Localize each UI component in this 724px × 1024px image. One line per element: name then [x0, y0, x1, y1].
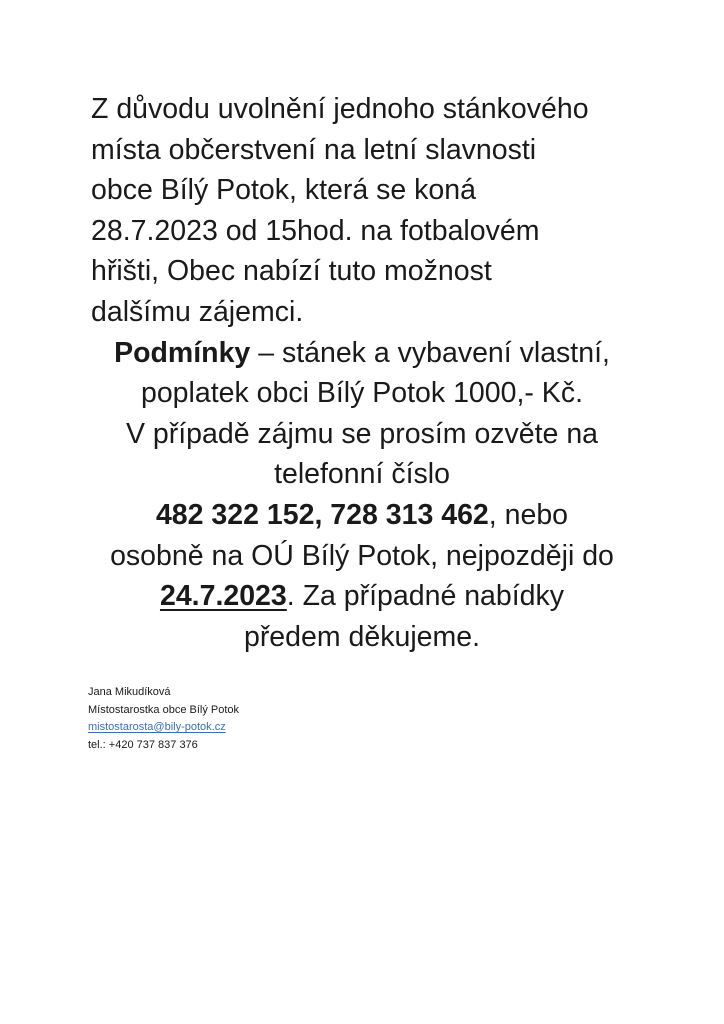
- deadline-date: 24.7.2023: [159, 580, 287, 613]
- deadline-line: [0, 576, 724, 617]
- phone-numbers: 482 322 152, 728 313 462: [155, 498, 489, 531]
- signature-email-link[interactable]: mistostarosta@bily-potok.cz: [88, 721, 226, 733]
- signature-role: Místostarostka obce Bílý Potok: [88, 703, 240, 716]
- signature-phone: tel.: +420 737 837 376: [88, 738, 198, 751]
- thanks-line: předem děkujeme.: [243, 620, 481, 653]
- intro-line-2: místa občerstvení na letní slavnosti: [91, 133, 537, 166]
- deadline-suffix: . Za případné nabídky: [286, 580, 565, 613]
- signature-name: Jana Mikudíková: [88, 686, 171, 698]
- phone-suffix: , nebo: [488, 498, 569, 531]
- intro-line-3: obce Bílý Potok, která se koná: [91, 174, 476, 207]
- phone-line: [0, 495, 724, 536]
- conditions-label: Podmínky: [114, 336, 251, 369]
- contact-line: V případě zájmu se prosím ozvěte na: [125, 417, 599, 450]
- intro-line-4: 28.7.2023 od 15hod. na fotbalovém: [91, 214, 540, 247]
- conditions-line: [0, 333, 724, 374]
- notice-text: [0, 89, 724, 657]
- phone-label-line: telefonní číslo: [274, 458, 450, 491]
- conditions-text: – stánek a vybavení vlastní,: [250, 336, 610, 369]
- signature-block: [88, 684, 239, 754]
- intro-line-6: dalšímu zájemci.: [91, 295, 304, 328]
- intro-line-1: Z důvodu uvolnění jednoho stánkového: [91, 93, 589, 125]
- intro-line-5: hřišti, Obec nabízí tuto možnost: [91, 255, 492, 288]
- fee-line: poplatek obci Bílý Potok 1000,- Kč.: [140, 377, 583, 410]
- personal-line: osobně na OÚ Bílý Potok, nejpozději do: [110, 539, 614, 572]
